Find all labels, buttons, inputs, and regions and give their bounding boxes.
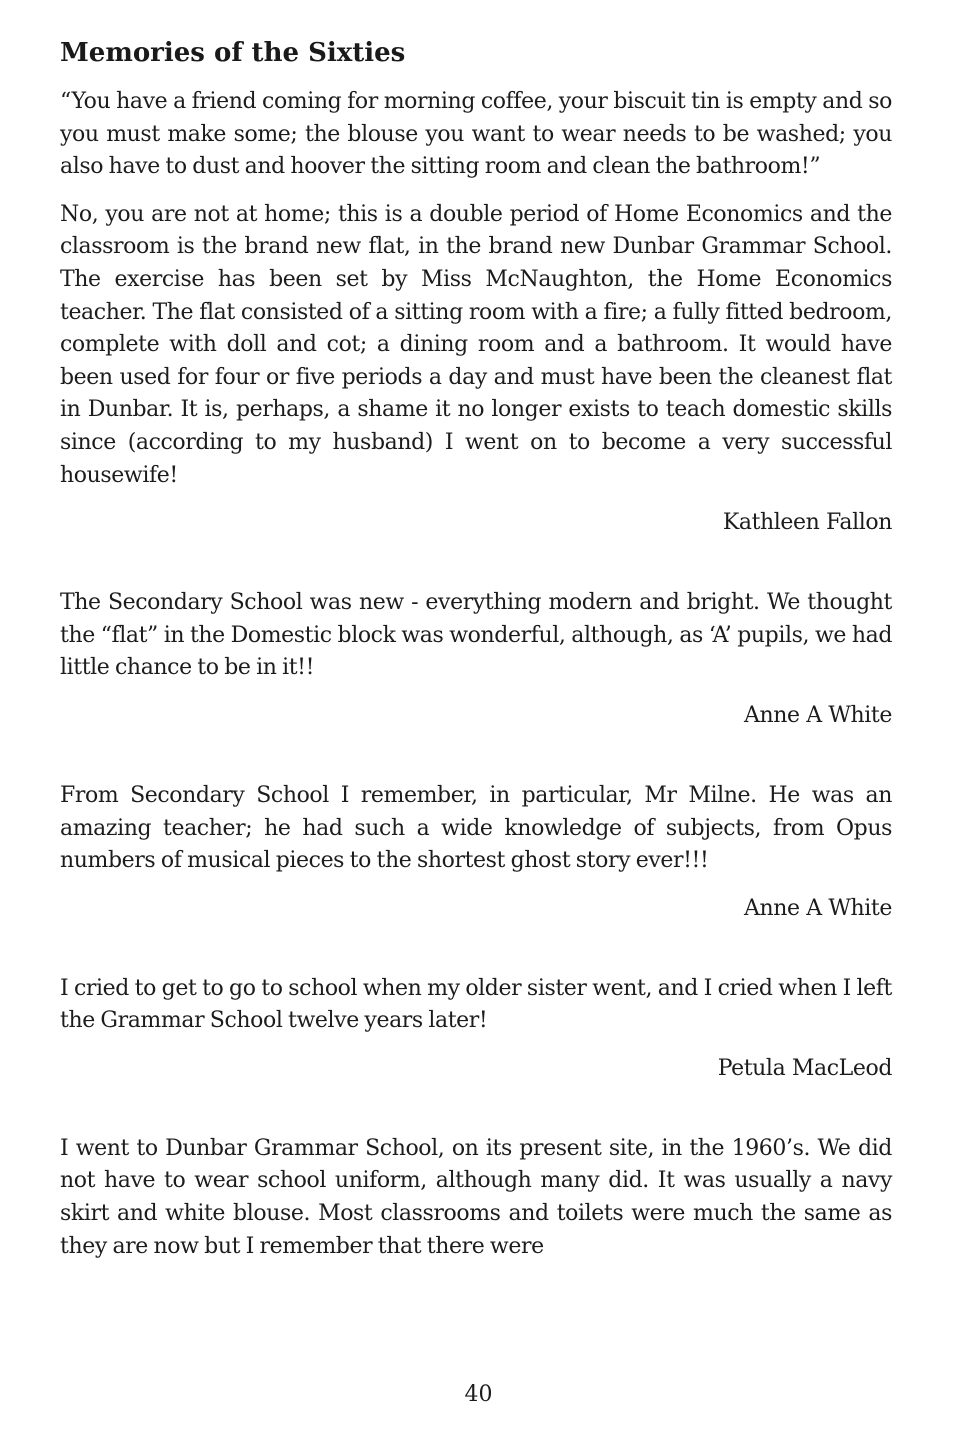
entry-3-paragraph-1: From Secondary School I remember, in particular, Mr Milne. He was an amazing teacher; he had such a wide knowledge of subjects, from Opus numbers of musical pieces to the shortest ghost story ever!!! <box>60 782 892 874</box>
memory-entry-4 <box>60 973 892 1085</box>
entry-3-author: Anne A White <box>744 895 892 921</box>
page-content <box>60 30 892 1263</box>
entry-5-paragraph-1: I went to Dunbar Grammar School, on its present site, in the 1960’s. We did not have to wear school uniform, although many did. It was usually a navy skirt and white blouse. Most classrooms and toilets were much the same as they are now but I remember that there were <box>60 1135 892 1259</box>
memory-entry-5 <box>60 1133 892 1263</box>
page-title: Memories of the Sixties <box>60 38 406 68</box>
entry-2-author: Anne A White <box>744 702 892 728</box>
entry-4-author: Petula MacLeod <box>717 1055 892 1081</box>
entry-1-paragraph-2: No, you are not at home; this is a double period of Home Economics and the classroom is the brand new flat, in the brand new Dunbar Grammar School. The exercise has been set by Miss McNaughton, the Home Economics teacher. The flat consisted of a sitting room with a fire; a fully fitted bedroom, complete with doll and cot; a dining room and a bathroom. It would have been used for four or five periods a day and must have been the cleanest flat in Dunbar. It is, perhaps, a shame it no longer exists to teach domestic skills since (according to my husband) I went on to become a very successful housewife! <box>60 201 892 488</box>
entry-4-paragraph-1: I cried to get to go to school when my older sister went, and I cried when I left the Grammar School twelve years later! <box>60 975 892 1034</box>
memory-entry-1 <box>60 86 892 539</box>
page-number: 40 <box>464 1382 493 1407</box>
memory-entry-2 <box>60 587 892 732</box>
entry-1-paragraph-1: “You have a friend coming for morning coffee, your biscuit tin is empty and so you must make some; the blouse you want to wear needs to be washed; you also have to dust and hoover the sitting room and clean the bathroom!” <box>60 89 892 180</box>
memory-entry-3 <box>60 780 892 925</box>
entry-1-author: Kathleen Fallon <box>722 510 892 536</box>
entry-2-paragraph-1: The Secondary School was new - everything modern and bright. We thought the “flat” in the Domestic block was wonderful, although, as ‘A’ pupils, we had little chance to be in it!! <box>60 590 892 681</box>
